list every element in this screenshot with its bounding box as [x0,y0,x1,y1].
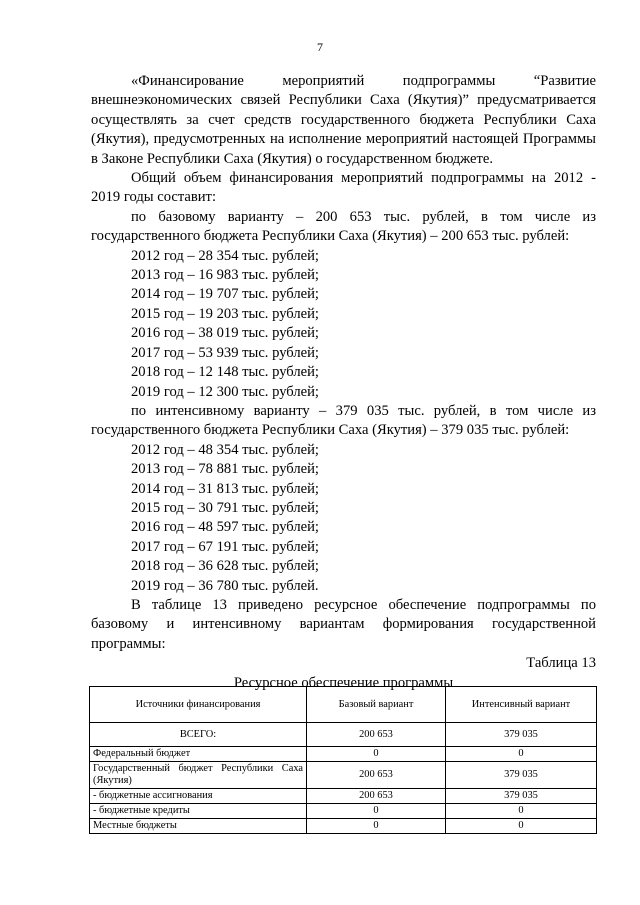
row-intensive-value: 379 035 [446,789,597,804]
row-label: ВСЕГО: [90,723,307,747]
row-base-value: 200 653 [307,762,446,789]
row-base-value: 0 [307,747,446,762]
row-label: Федеральный бюджет [90,747,307,762]
table-title: Ресурсное обеспечение программы [233,674,454,691]
base-year-item: 2019 год – 12 300 тыс. рублей; [131,383,319,400]
row-label: Государственный бюджет Республики Саха (Якутия) [90,762,307,789]
row-intensive-value: 379 035 [446,762,597,789]
base-year-item: 2016 год – 38 019 тыс. рублей; [131,325,319,342]
row-base-value: 0 [307,819,446,834]
table-row [90,762,597,789]
page-number: 7 [317,40,323,54]
row-base-value: 200 653 [307,789,446,804]
base-year-item: 2013 год – 16 983 тыс. рублей; [131,267,319,284]
header-sources: Источники финансирования [90,687,307,723]
row-intensive-value: 379 035 [446,723,597,747]
paragraph-table-reference: В таблице 13 приведено ресурсное обеспечение подпрограммы по базовому и интенсивному вариантам формирования государственной программы: [91,596,596,652]
paragraph-total-volume: Общий объем финансирования мероприятий подпрограммы на 2012 - 2019 годы составит: [91,170,596,206]
intensive-year-item: 2019 год – 36 780 тыс. рублей. [131,577,319,594]
table-number: Таблица 13 [526,655,596,672]
intensive-year-item: 2018 год – 36 628 тыс. рублей; [131,558,319,575]
row-intensive-value: 0 [446,747,597,762]
row-base-value: 0 [307,804,446,819]
row-label: Местные бюджеты [90,819,307,834]
base-year-item: 2017 год – 53 939 тыс. рублей; [131,344,319,361]
paragraph-financing-intro: «Финансирование мероприятий подпрограммы “Развитие внешнеэкономических связей Республики Саха (Якутия)” предусматривается осуществлять за счет средств государственного бюджета Республики Саха (Якутия), предусмотренных на исполнение мероприятий настоящей Программы в Законе Республики Саха (Якутия) о государственном бюджете. [91,73,596,167]
row-label: - бюджетные ассигнования [90,789,307,804]
table-row-total [90,723,597,747]
intensive-year-item: 2013 год – 78 881 тыс. рублей; [131,461,319,478]
row-intensive-value: 0 [446,804,597,819]
row-base-value: 200 653 [307,723,446,747]
intensive-year-item: 2012 год – 48 354 тыс. рублей; [131,441,319,458]
paragraph-intensive-variant: по интенсивному варианту – 379 035 тыс. рублей, в том числе из государственного бюджета Республики Саха (Якутия) – 379 035 тыс. рублей: [91,402,596,439]
resource-table [89,686,597,834]
table-header-row [90,687,597,723]
base-year-item: 2014 год – 19 707 тыс. рублей; [131,286,319,303]
intensive-year-item: 2014 год – 31 813 тыс. рублей; [131,480,319,497]
header-base-variant: Базовый вариант [307,687,446,723]
table-row [90,789,597,804]
table-row [90,804,597,819]
row-intensive-value: 0 [446,819,597,834]
intensive-year-item: 2017 год – 67 191 тыс. рублей; [131,538,319,555]
base-year-item: 2012 год – 28 354 тыс. рублей; [131,247,319,264]
header-intensive-variant: Интенсивный вариант [446,687,597,723]
row-label: - бюджетные кредиты [90,804,307,819]
base-year-item: 2015 год – 19 203 тыс. рублей; [131,305,319,322]
intensive-year-item: 2016 год – 48 597 тыс. рублей; [131,519,319,536]
table-row [90,747,597,762]
paragraph-base-variant: по базовому варианту – 200 653 тыс. рублей, в том числе из государственного бюджета Республики Саха (Якутия) – 200 653 тыс. рублей: [91,208,596,245]
document-body [91,72,596,693]
intensive-year-item: 2015 год – 30 791 тыс. рублей; [131,499,319,516]
base-year-item: 2018 год – 12 148 тыс. рублей; [131,364,319,381]
table-row [90,819,597,834]
